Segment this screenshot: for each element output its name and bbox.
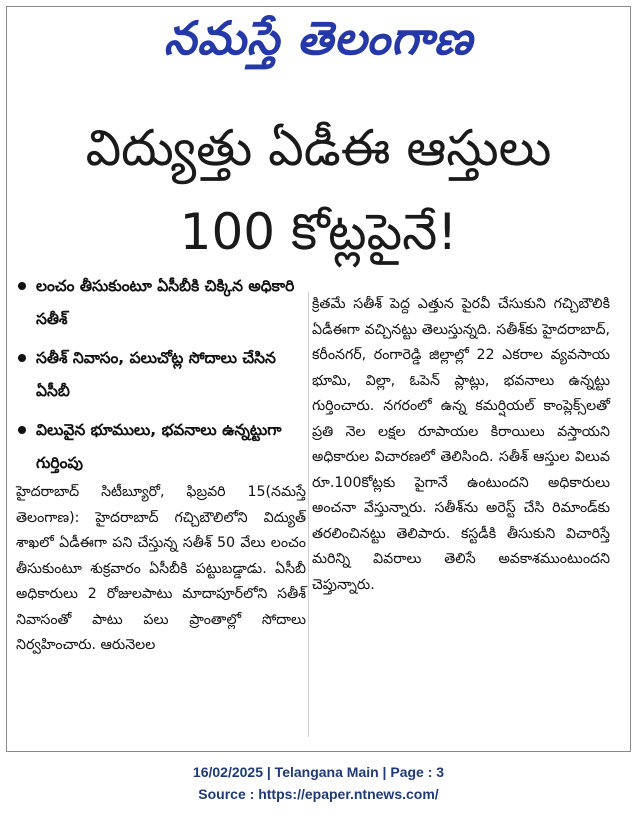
article-column-left: హైదరాబాద్ సిటీబ్యూరో, ఫిబ్రవరి 15(నమస్తే తెలంగాణ): హైదరాబాద్ గచ్చిబౌలిలోని విద్యుత్ శాఖలో ఏడీఈగా పని చేస్తున్న సతీశ్ 50 వేలు లంచం తీసుకుంటూ శుక్రవారం ఏసీబీకి పట్టుబడ్డాడు. ఏసీబీ అధికారులు 2 రోజులపాటు మాదాపూర్‌లోని సతీశ్ నివాసంతో పాటు పలు ప్రాంతాల్లో సోదాలు నిర్వహించారు. ఆరునెలల (16, 484, 306, 653)
highlight-item: విలువైన భూములు, భవనాలు ఉన్నట్టుగా గుర్తింపు (18, 414, 303, 480)
highlight-item: సతీశ్ నివాసం, పలుచోట్ల సోదాలు చేసిన ఏసీబీ (18, 342, 303, 408)
newspaper-masthead: నమస్తే తెలంగాణ (163, 11, 474, 65)
footer-date-page: 16/02/2025 | Telangana Main | Page : 3 (192, 764, 445, 780)
article-column-right: క్రితమే సతీశ్ పెద్ద ఎత్తున పైరవీ చేసుకుని గచ్చిబౌలికి ఏడీఈగా వచ్చినట్టు తెలుస్తున్నది. సతీశ్‌కు హైదరాబాద్, కరీంనగర్, రంగారెడ్డి జిల్లాల్లో 22 ఎకరాల వ్యవసాయ భూమి, విల్లా, ఓపెన్ ప్లాట్లు, భవనాలు ఉన్నట్టు గుర్తించారు. నగరంలో ఉన్న కమర్షియల్ కాంప్లెక్స్‌లతో ప్రతి నెల లక్షల రూపాయల కిరాయిలు వస్తాయని అధికారుల విచారణలో తెలిసింది. సతీశ్ ఆస్తుల విలువ రూ.100కోట్లకు పైగానే ఉంటుందని అధికారులు అంచనా వేస్తున్నారు. సతీశ్‌ను అరెస్ట్ చేసి రిమాండ్‌కు తరలించినట్టు తెలిపారు. కస్టడీకి తీసుకుని విచారిస్తే మరిన్ని వివరాలు తెలిసే అవకాశముంటుందని చెప్తున్నారు. (312, 296, 610, 593)
footer-source-link[interactable]: Source : https://epaper.ntnews.com/ (198, 786, 439, 802)
highlight-item: లంచం తీసుకుంటూ ఏసీబీకి చిక్కిన అధికారి సతీశ్ (18, 270, 303, 336)
column-divider (308, 292, 309, 737)
headline-line-2: 100 కోట్లపైనే! (179, 203, 458, 261)
headline-line-1: విద్యుత్తు ఏడీఈ ఆస్తులు (85, 119, 552, 177)
highlights-list (18, 270, 303, 486)
